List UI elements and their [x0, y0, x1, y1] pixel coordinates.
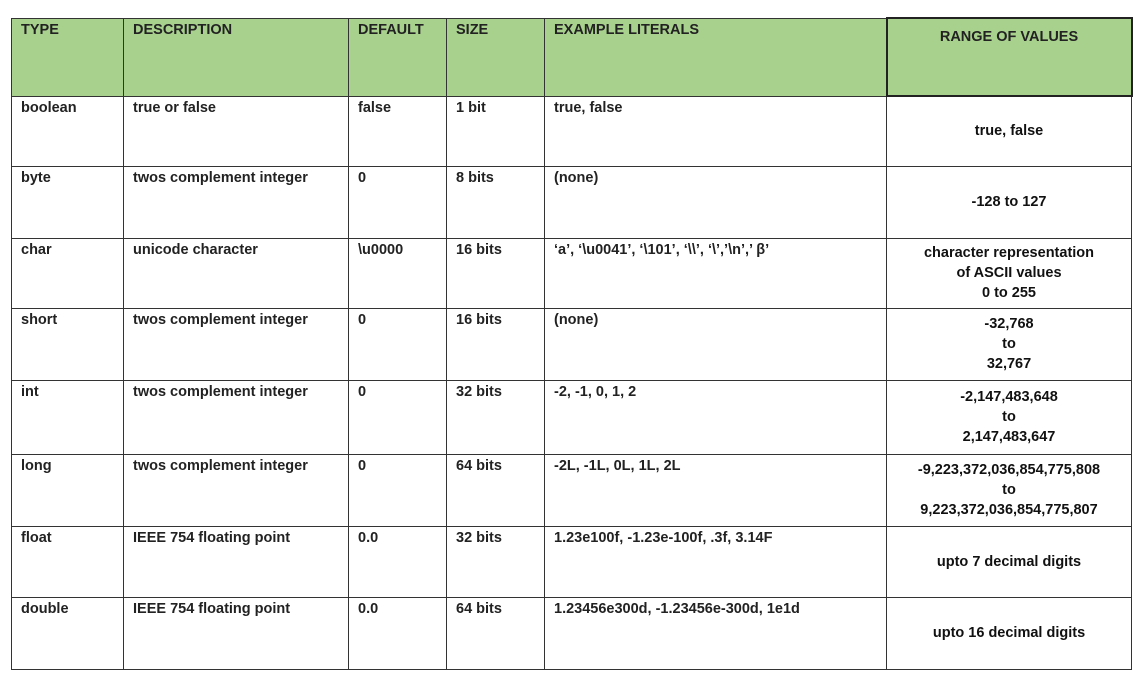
cell-size: 64 bits — [447, 454, 545, 526]
cell-examples: -2L, -1L, 0L, 1L, 2L — [545, 454, 887, 526]
range-line: to — [1002, 336, 1016, 352]
cell-type: char — [12, 238, 124, 308]
range-line: -128 to 127 — [971, 194, 1047, 210]
cell-size: 32 bits — [447, 380, 545, 454]
cell-size: 16 bits — [447, 238, 545, 308]
cell-type: short — [12, 308, 124, 380]
cell-examples: 1.23456e300d, -1.23456e-300d, 1e1d — [545, 597, 887, 669]
cell-description: twos complement integer — [124, 166, 349, 238]
cell-range — [887, 526, 1132, 597]
cell-description: twos complement integer — [124, 380, 349, 454]
cell-size: 64 bits — [447, 597, 545, 669]
header-default: DEFAULT — [349, 18, 447, 96]
table-row — [12, 166, 1132, 238]
cell-range — [887, 308, 1132, 380]
range-line: of ASCII values — [956, 265, 1062, 281]
cell-default: \u0000 — [349, 238, 447, 308]
cell-description: twos complement integer — [124, 454, 349, 526]
cell-description: IEEE 754 floating point — [124, 597, 349, 669]
header-example-literals: EXAMPLE LITERALS — [545, 18, 887, 96]
cell-default: false — [349, 96, 447, 166]
cell-range — [887, 454, 1132, 526]
range-line: true, false — [974, 123, 1044, 140]
cell-description: IEEE 754 floating point — [124, 526, 349, 597]
cell-type: double — [12, 597, 124, 669]
cell-default: 0 — [349, 166, 447, 238]
cell-type: long — [12, 454, 124, 526]
range-line: 32,767 — [986, 356, 1032, 372]
cell-range — [887, 380, 1132, 454]
range-line: upto 7 decimal digits — [936, 553, 1082, 570]
cell-default: 0 — [349, 380, 447, 454]
cell-range — [887, 96, 1132, 166]
cell-examples: true, false — [545, 96, 887, 166]
cell-size: 16 bits — [447, 308, 545, 380]
header-type: TYPE — [12, 18, 124, 96]
range-line: 9,223,372,036,854,775,807 — [920, 502, 1098, 518]
header-description: DESCRIPTION — [124, 18, 349, 96]
range-line: to — [1002, 409, 1016, 425]
range-line: 0 to 255 — [982, 285, 1036, 301]
table-row — [12, 308, 1132, 380]
cell-range — [887, 166, 1132, 238]
table-row — [12, 96, 1132, 166]
table-body — [12, 96, 1132, 669]
header-range-of-values: RANGE OF VALUES — [887, 18, 1132, 96]
cell-size: 8 bits — [447, 166, 545, 238]
data-types-table — [11, 17, 1133, 670]
cell-default: 0 — [349, 454, 447, 526]
cell-description: unicode character — [124, 238, 349, 308]
cell-type: float — [12, 526, 124, 597]
header-row — [12, 18, 1132, 96]
cell-range — [887, 238, 1132, 308]
range-line: -32,768 — [984, 316, 1034, 332]
table-row — [12, 526, 1132, 597]
header-size: SIZE — [447, 18, 545, 96]
cell-size: 1 bit — [447, 96, 545, 166]
cell-description: true or false — [124, 96, 349, 166]
range-line: character representation — [923, 245, 1095, 261]
table-row — [12, 238, 1132, 308]
cell-examples: (none) — [545, 308, 887, 380]
range-line: to — [1002, 482, 1016, 498]
cell-default: 0.0 — [349, 526, 447, 597]
cell-type: int — [12, 380, 124, 454]
cell-description: twos complement integer — [124, 308, 349, 380]
cell-examples: ‘a’, ‘\u0041’, ‘\101’, ‘\\’, ‘\’,’\n’,’ β’ — [545, 238, 887, 308]
cell-default: 0.0 — [349, 597, 447, 669]
cell-size: 32 bits — [447, 526, 545, 597]
range-line: upto 16 decimal digits — [932, 625, 1086, 641]
range-line: 2,147,483,647 — [962, 429, 1056, 445]
table-row — [12, 380, 1132, 454]
cell-examples: (none) — [545, 166, 887, 238]
cell-examples: -2, -1, 0, 1, 2 — [545, 380, 887, 454]
cell-range — [887, 597, 1132, 669]
table-row — [12, 454, 1132, 526]
cell-default: 0 — [349, 308, 447, 380]
range-line: -9,223,372,036,854,775,808 — [917, 462, 1101, 478]
cell-type: byte — [12, 166, 124, 238]
cell-type: boolean — [12, 96, 124, 166]
range-line: -2,147,483,648 — [960, 389, 1058, 405]
table-row — [12, 597, 1132, 669]
cell-examples: 1.23e100f, -1.23e-100f, .3f, 3.14F — [545, 526, 887, 597]
